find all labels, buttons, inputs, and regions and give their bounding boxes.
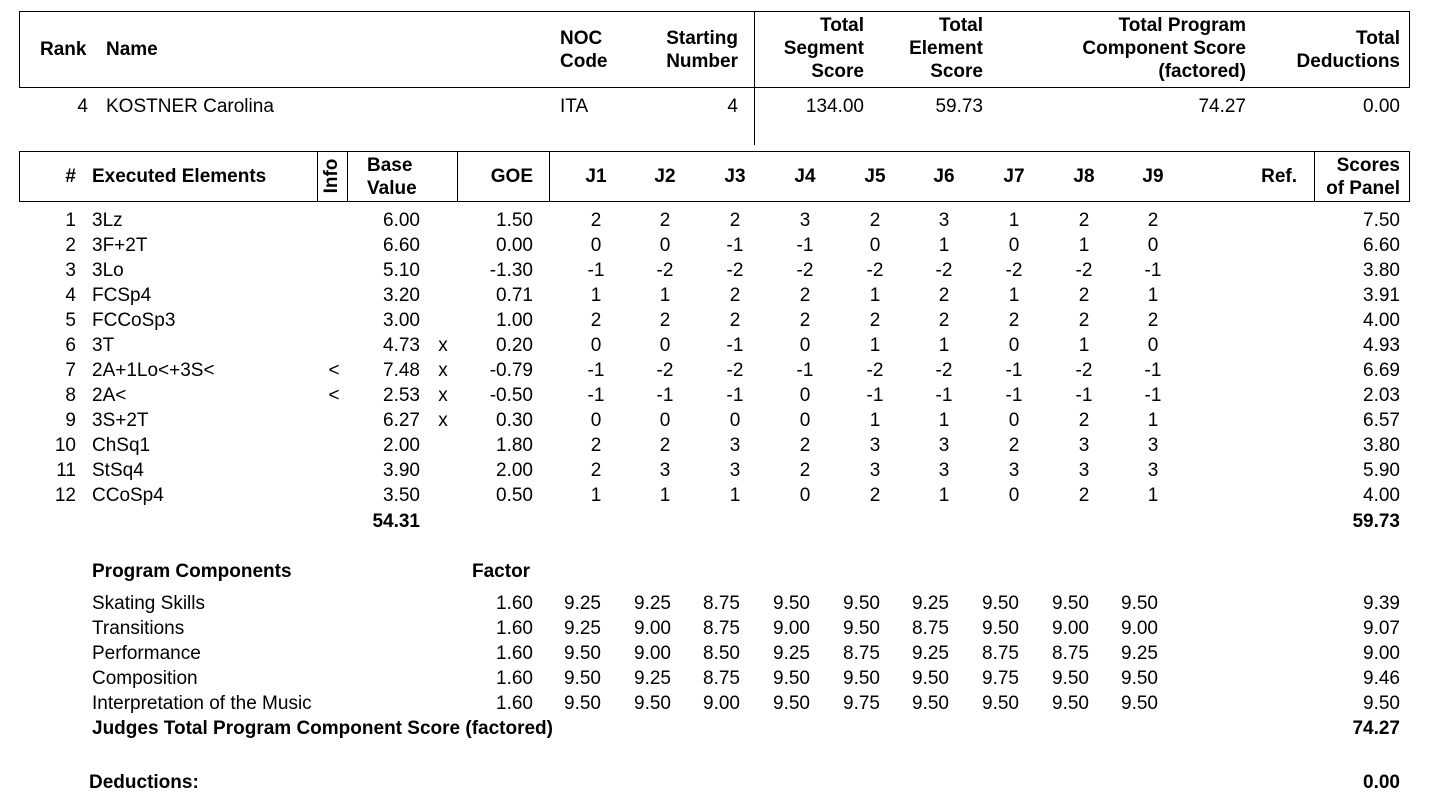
pcs-judge-j7: 9.50	[982, 618, 1019, 639]
element-judge-j7: 1	[1008, 285, 1020, 306]
element-judge-j6: 1	[938, 235, 950, 256]
element-judge-j3: -1	[726, 235, 744, 256]
element-judge-j6: -2	[935, 360, 953, 381]
element-judge-j7: -2	[1005, 260, 1023, 281]
element-judge-j9: 3	[1147, 460, 1159, 481]
element-judge-j2: 2	[659, 435, 671, 456]
header-info: Info	[321, 158, 342, 194]
element-judge-j4: 2	[799, 285, 811, 306]
element-judge-j1: 0	[590, 235, 602, 256]
element-judge-j8: -2	[1075, 360, 1093, 381]
header-j9: J9	[1142, 166, 1164, 187]
element-judge-j1: 0	[590, 410, 602, 431]
element-number: 9	[65, 410, 76, 431]
element-score: 6.57	[1363, 410, 1400, 431]
pcs-judge-j2: 9.25	[634, 668, 671, 689]
element-judge-j2: -2	[656, 360, 674, 381]
header-tss-line3: Score	[811, 61, 864, 82]
pcs-score: 9.07	[1363, 618, 1400, 639]
element-judge-j7: 3	[1008, 460, 1020, 481]
pcs-judge-j5: 9.50	[843, 593, 880, 614]
pcs-score: 9.39	[1363, 593, 1400, 614]
pcs-judge-j7: 9.50	[982, 693, 1019, 714]
element-base-value: 5.10	[383, 260, 420, 281]
element-judge-j2: 1	[659, 285, 671, 306]
element-judge-j8: 3	[1078, 435, 1090, 456]
pcs-judge-j1: 9.50	[564, 693, 601, 714]
element-judge-j8: -2	[1075, 260, 1093, 281]
element-late-bonus-mark: x	[438, 360, 448, 381]
deductions-label: Deductions:	[89, 772, 199, 793]
pcs-judge-j8: 8.75	[1052, 643, 1089, 664]
pcs-component-name: Performance	[92, 643, 201, 664]
header-total-element-score	[909, 14, 983, 83]
header-total-deductions	[1297, 27, 1400, 73]
pcs-component-name: Skating Skills	[92, 593, 205, 614]
element-score: 3.80	[1363, 435, 1400, 456]
element-score: 2.03	[1363, 385, 1400, 406]
element-name: CCoSp4	[92, 485, 164, 506]
element-goe: -0.79	[489, 360, 533, 381]
element-late-bonus-mark: x	[438, 385, 448, 406]
element-judge-j7: -1	[1005, 385, 1023, 406]
element-judge-j3: 2	[729, 310, 741, 331]
header-name: Name	[106, 39, 158, 60]
element-goe: -1.30	[489, 260, 533, 281]
pcs-score: 9.00	[1363, 643, 1400, 664]
header-noc-line1: NOC	[560, 28, 603, 49]
pcs-judge-j1: 9.50	[564, 668, 601, 689]
element-judge-j5: 3	[869, 460, 881, 481]
header-base-line1: Base	[367, 155, 413, 176]
element-judge-j3: -1	[726, 385, 744, 406]
pcs-score: 9.50	[1363, 693, 1400, 714]
element-number: 6	[65, 335, 76, 356]
element-base-value: 4.73	[383, 335, 420, 356]
pcs-judge-j2: 9.25	[634, 593, 671, 614]
element-judge-j1: 2	[590, 435, 602, 456]
element-number: 4	[65, 285, 76, 306]
pcs-judge-j9: 9.50	[1121, 693, 1158, 714]
element-judge-j4: 2	[799, 310, 811, 331]
pcs-judge-j5: 9.50	[843, 668, 880, 689]
element-score: 4.00	[1363, 485, 1400, 506]
element-name: FCCoSp3	[92, 310, 176, 331]
pcs-factor: 1.60	[496, 618, 533, 639]
element-goe: 0.30	[496, 410, 533, 431]
header-total-pcs	[1082, 14, 1246, 83]
element-judge-j6: 2	[938, 285, 950, 306]
header-j7: J7	[1003, 166, 1025, 187]
element-score: 5.90	[1363, 460, 1400, 481]
pcs-judge-j4: 9.50	[773, 693, 810, 714]
element-judge-j9: 0	[1147, 335, 1159, 356]
element-judge-j6: 1	[938, 335, 950, 356]
header-tes-line1: Total	[939, 15, 983, 36]
deductions-value: 0.00	[1363, 772, 1400, 793]
element-number: 5	[65, 310, 76, 331]
element-judge-j3: -2	[726, 360, 744, 381]
element-info: <	[328, 360, 340, 381]
element-judge-j7: 1	[1008, 210, 1020, 231]
header-pcs-line2: Component Score	[1082, 38, 1246, 59]
header-total-segment-score	[784, 14, 864, 83]
pcs-total-label: Judges Total Program Component Score (factored)	[92, 718, 553, 739]
element-judge-j4: 0	[799, 485, 811, 506]
element-base-value: 2.00	[383, 435, 420, 456]
element-judge-j6: 2	[938, 310, 950, 331]
pcs-judge-j9: 9.25	[1121, 643, 1158, 664]
pcs-factor: 1.60	[496, 643, 533, 664]
pcs-judge-j6: 9.50	[912, 668, 949, 689]
element-name: FCSp4	[92, 285, 152, 306]
header-base-line2: Value	[367, 178, 417, 199]
element-judge-j4: 3	[799, 210, 811, 231]
element-judge-j8: 2	[1078, 210, 1090, 231]
element-judge-j6: -2	[935, 260, 953, 281]
pcs-score: 9.46	[1363, 668, 1400, 689]
element-judge-j2: -1	[656, 385, 674, 406]
pcs-judge-j3: 8.75	[703, 593, 740, 614]
element-score: 4.93	[1363, 335, 1400, 356]
header-noc-line2: Code	[560, 51, 608, 72]
pcs-judge-j1: 9.25	[564, 593, 601, 614]
elements-score-total: 59.73	[1352, 511, 1400, 532]
pcs-judge-j4: 9.50	[773, 593, 810, 614]
element-number: 12	[54, 485, 76, 506]
skater-noc: ITA	[560, 96, 589, 117]
element-judge-j1: 2	[590, 310, 602, 331]
pcs-judge-j1: 9.25	[564, 618, 601, 639]
header-scores-line2: of Panel	[1326, 178, 1400, 199]
element-judge-j1: 2	[590, 460, 602, 481]
header-j8: J8	[1073, 166, 1095, 187]
element-name: 2A+1Lo<+3S<	[92, 360, 215, 381]
element-score: 6.69	[1363, 360, 1400, 381]
header-j1: J1	[585, 166, 607, 187]
header-tss-line1: Total	[820, 15, 864, 36]
element-judge-j3: 3	[729, 435, 741, 456]
element-judge-j2: 2	[659, 210, 671, 231]
pcs-judge-j9: 9.00	[1121, 618, 1158, 639]
element-judge-j8: 2	[1078, 485, 1090, 506]
element-goe: 0.00	[496, 235, 533, 256]
pcs-judge-j6: 9.50	[912, 693, 949, 714]
skater-rank: 4	[77, 96, 88, 117]
element-base-value: 6.60	[383, 235, 420, 256]
element-judge-j7: 0	[1008, 235, 1020, 256]
element-number: 11	[56, 460, 76, 481]
header-rank: Rank	[40, 39, 87, 60]
element-base-value: 6.00	[383, 210, 420, 231]
header-j3: J3	[724, 166, 746, 187]
element-judge-j5: 2	[869, 485, 881, 506]
element-judge-j8: 2	[1078, 410, 1090, 431]
element-base-value: 7.48	[383, 360, 420, 381]
element-judge-j8: 1	[1078, 335, 1090, 356]
element-base-value: 3.90	[383, 460, 420, 481]
header-j6: J6	[933, 166, 955, 187]
element-judge-j3: -1	[726, 335, 744, 356]
element-judge-j5: 1	[869, 285, 881, 306]
element-judge-j4: 0	[799, 385, 811, 406]
element-judge-j3: 2	[729, 210, 741, 231]
element-judge-j9: 0	[1147, 235, 1159, 256]
element-number: 3	[65, 260, 76, 281]
element-judge-j1: 0	[590, 335, 602, 356]
element-judge-j2: 3	[659, 460, 671, 481]
element-goe: -0.50	[489, 385, 533, 406]
header-goe: GOE	[490, 166, 533, 187]
element-late-bonus-mark: x	[438, 335, 448, 356]
pcs-judge-j5: 8.75	[843, 643, 880, 664]
skater-total-deductions: 0.00	[1363, 96, 1400, 117]
element-judge-j3: -2	[726, 260, 744, 281]
pcs-judge-j6: 9.25	[912, 593, 949, 614]
element-base-value: 3.20	[383, 285, 420, 306]
element-judge-j7: 0	[1008, 485, 1020, 506]
element-info: <	[328, 385, 340, 406]
element-score: 4.00	[1363, 310, 1400, 331]
pcs-judge-j8: 9.50	[1052, 668, 1089, 689]
element-judge-j8: -1	[1075, 385, 1093, 406]
pcs-judge-j8: 9.50	[1052, 693, 1089, 714]
element-judge-j7: 2	[1008, 310, 1020, 331]
pcs-judge-j7: 8.75	[982, 643, 1019, 664]
element-judge-j4: -1	[796, 360, 814, 381]
element-judge-j2: 0	[659, 410, 671, 431]
header-pcs-line3: (factored)	[1158, 61, 1246, 82]
header-pcs-line1: Total Program	[1118, 15, 1246, 36]
header-start-line1: Starting	[666, 28, 738, 49]
pcs-judge-j8: 9.50	[1052, 593, 1089, 614]
element-late-bonus-mark: x	[438, 410, 448, 431]
elements-goe-divider-right	[549, 151, 550, 202]
pcs-judge-j4: 9.25	[773, 643, 810, 664]
element-judge-j6: 3	[938, 210, 950, 231]
element-judge-j7: 0	[1008, 410, 1020, 431]
element-base-value: 3.50	[383, 485, 420, 506]
pcs-judge-j4: 9.50	[773, 668, 810, 689]
element-number: 1	[65, 210, 76, 231]
pcs-judge-j4: 9.00	[773, 618, 810, 639]
elements-info-divider-right	[347, 151, 348, 202]
element-judge-j5: -2	[866, 360, 884, 381]
pcs-judge-j3: 8.75	[703, 668, 740, 689]
elements-scores-divider	[1314, 151, 1315, 202]
element-judge-j1: -1	[587, 260, 605, 281]
element-goe: 0.50	[496, 485, 533, 506]
element-judge-j9: -1	[1144, 260, 1162, 281]
header-starting-number	[666, 27, 738, 73]
element-judge-j9: 3	[1147, 435, 1159, 456]
element-judge-j3: 3	[729, 460, 741, 481]
program-components-title: Program Components	[92, 561, 292, 582]
element-goe: 0.20	[496, 335, 533, 356]
pcs-judge-j2: 9.00	[634, 618, 671, 639]
header-element-number: #	[65, 166, 76, 187]
element-base-value: 3.00	[383, 310, 420, 331]
element-judge-j9: 1	[1147, 285, 1159, 306]
element-number: 8	[65, 385, 76, 406]
element-judge-j5: 3	[869, 435, 881, 456]
element-judge-j9: -1	[1144, 360, 1162, 381]
element-judge-j8: 2	[1078, 310, 1090, 331]
element-name: StSq4	[92, 460, 144, 481]
element-judge-j1: 1	[590, 285, 602, 306]
element-judge-j2: 0	[659, 335, 671, 356]
element-judge-j9: 2	[1147, 310, 1159, 331]
header-base-value	[367, 154, 417, 200]
pcs-judge-j7: 9.75	[982, 668, 1019, 689]
element-judge-j8: 3	[1078, 460, 1090, 481]
element-number: 10	[54, 435, 76, 456]
element-base-value: 2.53	[383, 385, 420, 406]
pcs-judge-j2: 9.50	[634, 693, 671, 714]
element-judge-j4: -2	[796, 260, 814, 281]
header-tss-line2: Segment	[783, 38, 864, 59]
element-name: 3F+2T	[92, 235, 148, 256]
element-name: 2A<	[92, 385, 127, 406]
element-judge-j2: 0	[659, 235, 671, 256]
pcs-component-name: Transitions	[92, 618, 185, 639]
element-name: ChSq1	[92, 435, 151, 456]
element-judge-j4: -1	[796, 235, 814, 256]
element-judge-j6: -1	[935, 385, 953, 406]
header-tes-line3: Score	[930, 61, 983, 82]
element-judge-j5: 1	[869, 410, 881, 431]
element-judge-j5: -1	[866, 385, 884, 406]
element-judge-j5: 1	[869, 335, 881, 356]
pcs-total-value: 74.27	[1352, 718, 1400, 739]
element-score: 6.60	[1363, 235, 1400, 256]
pcs-judge-j3: 8.50	[703, 643, 740, 664]
pcs-judge-j9: 9.50	[1121, 593, 1158, 614]
element-judge-j5: -2	[866, 260, 884, 281]
element-score: 3.91	[1363, 285, 1400, 306]
pcs-factor: 1.60	[496, 693, 533, 714]
element-judge-j3: 2	[729, 285, 741, 306]
element-judge-j1: 2	[590, 210, 602, 231]
element-name: 3S+2T	[92, 410, 149, 431]
element-goe: 2.00	[496, 460, 533, 481]
skater-total-segment-score: 134.00	[805, 96, 864, 117]
element-goe: 0.71	[496, 285, 533, 306]
element-goe: 1.80	[496, 435, 533, 456]
element-judge-j7: -1	[1005, 360, 1023, 381]
pcs-judge-j6: 9.25	[912, 643, 949, 664]
element-judge-j6: 3	[938, 460, 950, 481]
pcs-judge-j3: 8.75	[703, 618, 740, 639]
header-scores-of-panel	[1326, 154, 1400, 200]
pcs-judge-j2: 9.00	[634, 643, 671, 664]
element-name: 3Lz	[92, 210, 123, 231]
element-name: 3T	[92, 335, 115, 356]
element-judge-j8: 2	[1078, 285, 1090, 306]
element-judge-j5: 2	[869, 210, 881, 231]
header-noc	[560, 27, 608, 73]
element-judge-j7: 2	[1008, 435, 1020, 456]
element-judge-j2: 1	[659, 485, 671, 506]
element-goe: 1.00	[496, 310, 533, 331]
header-tes-line2: Element	[909, 38, 983, 59]
element-judge-j9: -1	[1144, 385, 1162, 406]
pcs-factor: 1.60	[496, 593, 533, 614]
header-j5: J5	[864, 166, 886, 187]
element-judge-j9: 2	[1147, 210, 1159, 231]
element-judge-j3: 0	[729, 410, 741, 431]
pcs-judge-j5: 9.75	[843, 693, 880, 714]
pcs-judge-j9: 9.50	[1121, 668, 1158, 689]
element-goe: 1.50	[496, 210, 533, 231]
element-judge-j4: 0	[799, 335, 811, 356]
skater-header-divider	[754, 11, 755, 145]
element-judge-j4: 2	[799, 435, 811, 456]
element-judge-j6: 1	[938, 485, 950, 506]
element-judge-j5: 2	[869, 310, 881, 331]
skater-name: KOSTNER Carolina	[106, 96, 274, 117]
element-judge-j9: 1	[1147, 410, 1159, 431]
element-judge-j3: 1	[729, 485, 741, 506]
pcs-judge-j3: 9.00	[703, 693, 740, 714]
element-judge-j9: 1	[1147, 485, 1159, 506]
header-ded-line1: Total	[1356, 28, 1400, 49]
element-judge-j2: -2	[656, 260, 674, 281]
elements-goe-divider-left	[457, 151, 458, 202]
header-executed-elements: Executed Elements	[92, 166, 267, 187]
element-judge-j1: 1	[590, 485, 602, 506]
element-judge-j7: 0	[1008, 335, 1020, 356]
element-judge-j6: 3	[938, 435, 950, 456]
base-value-total: 54.31	[372, 511, 420, 532]
pcs-factor: 1.60	[496, 668, 533, 689]
element-name: 3Lo	[92, 260, 124, 281]
pcs-judge-j8: 9.00	[1052, 618, 1089, 639]
skater-total-element-score: 59.73	[935, 96, 983, 117]
element-score: 7.50	[1363, 210, 1400, 231]
element-judge-j1: -1	[587, 385, 605, 406]
element-judge-j4: 0	[799, 410, 811, 431]
factor-label: Factor	[472, 561, 531, 582]
element-score: 3.80	[1363, 260, 1400, 281]
header-j4: J4	[794, 166, 816, 187]
element-judge-j6: 1	[938, 410, 950, 431]
element-judge-j2: 2	[659, 310, 671, 331]
element-judge-j4: 2	[799, 460, 811, 481]
element-base-value: 6.27	[383, 410, 420, 431]
pcs-component-name: Interpretation of the Music	[92, 693, 312, 714]
element-number: 2	[65, 235, 76, 256]
element-judge-j5: 0	[869, 235, 881, 256]
header-start-line2: Number	[666, 51, 738, 72]
header-ded-line2: Deductions	[1296, 51, 1400, 72]
pcs-judge-j7: 9.50	[982, 593, 1019, 614]
pcs-judge-j1: 9.50	[564, 643, 601, 664]
skater-total-pcs: 74.27	[1198, 96, 1246, 117]
header-scores-line1: Scores	[1336, 155, 1400, 176]
elements-info-divider-left	[317, 151, 318, 202]
pcs-judge-j6: 8.75	[912, 618, 949, 639]
pcs-component-name: Composition	[92, 668, 198, 689]
element-judge-j1: -1	[587, 360, 605, 381]
header-ref: Ref.	[1261, 166, 1297, 187]
element-number: 7	[65, 360, 76, 381]
header-j2: J2	[654, 166, 676, 187]
element-judge-j8: 1	[1078, 235, 1090, 256]
skater-starting-number: 4	[727, 96, 738, 117]
pcs-judge-j5: 9.50	[843, 618, 880, 639]
